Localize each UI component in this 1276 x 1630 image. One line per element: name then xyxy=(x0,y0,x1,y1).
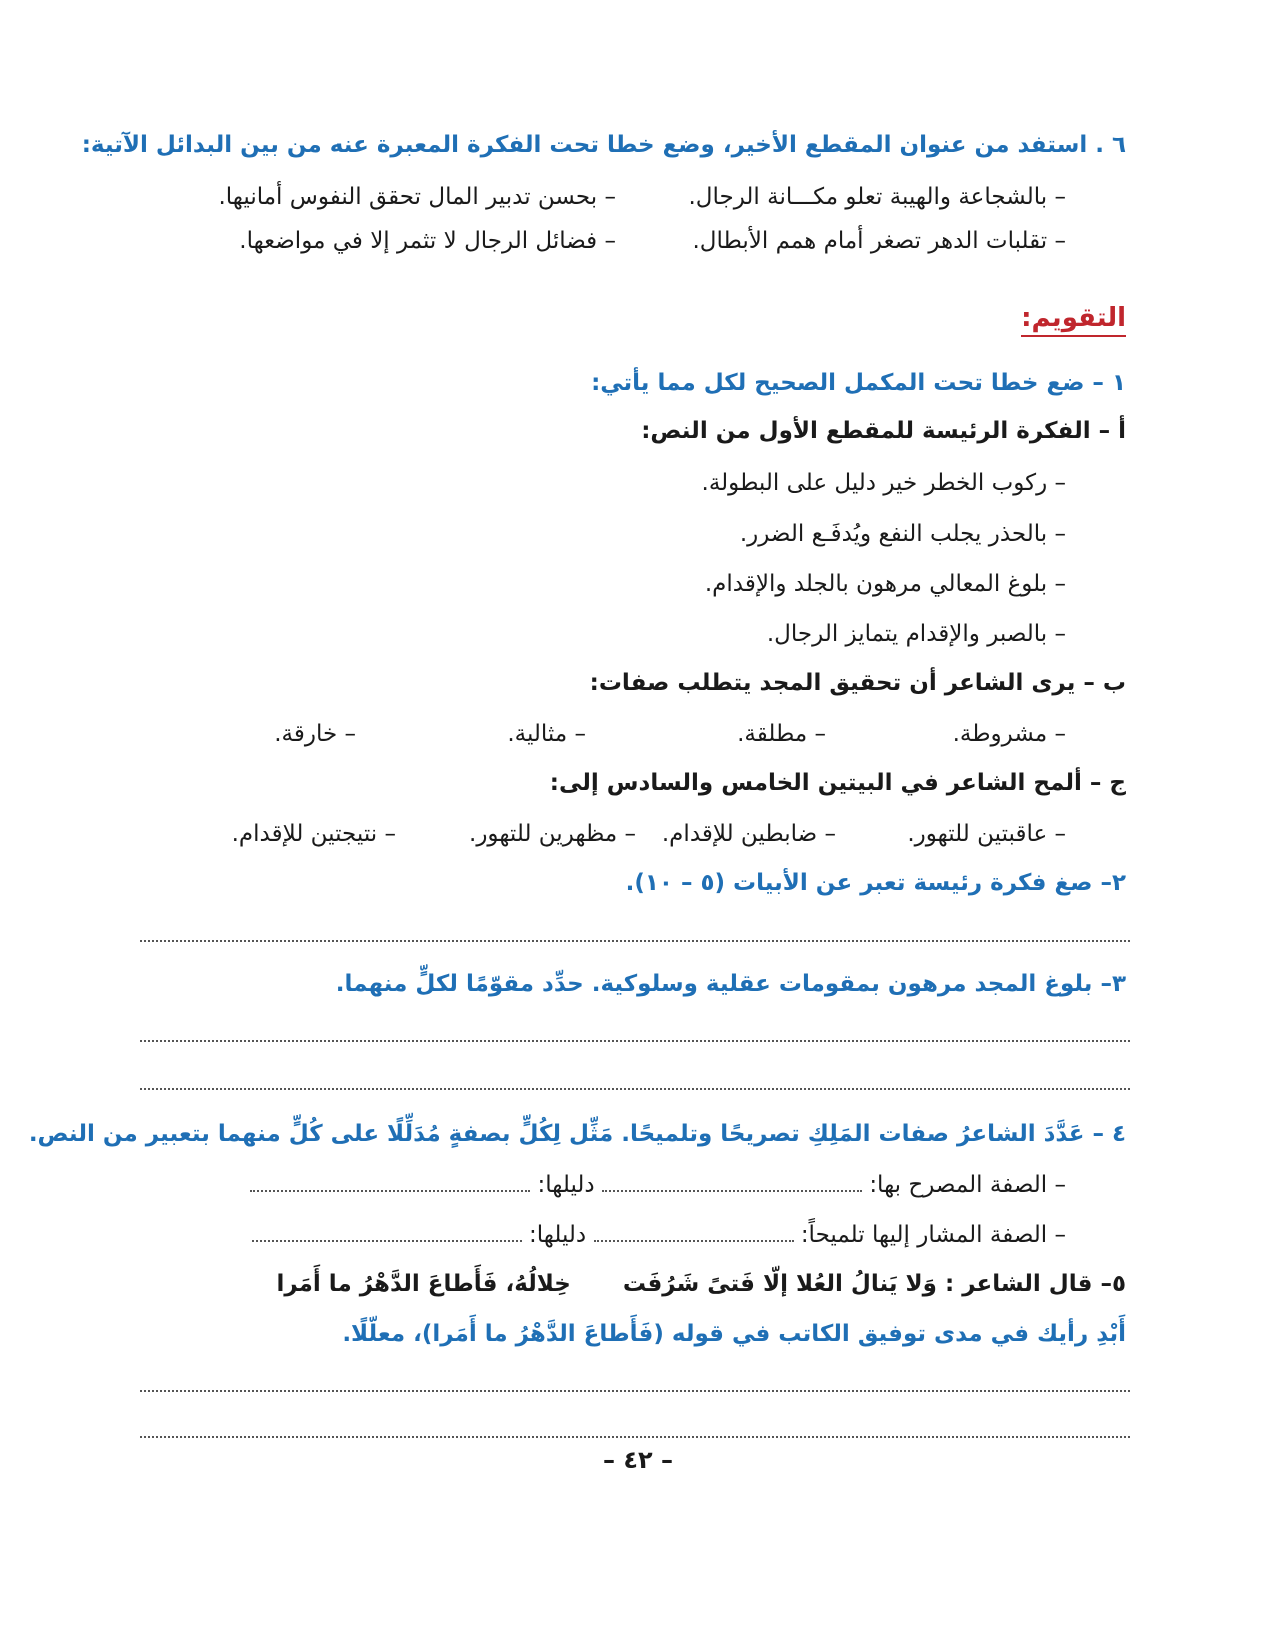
q1c-option-2: – ضابطين للإقدام. xyxy=(661,821,836,847)
q6-option-3: – تقلبات الدهر تصغر أمام همم الأبطال. xyxy=(692,228,1066,254)
q1c-option-3: – مظهرين للتهور. xyxy=(469,821,636,847)
q3-prompt: ٣– بلوغ المجد مرهون بمقومات عقلية وسلوكية. حدِّد مقوّمًا لكلٍّ منهما. xyxy=(335,971,1126,997)
q1a-option-2: – بالحذر يجلب النفع ويُدفَـع الضرر. xyxy=(739,521,1066,547)
q6-prompt: ٦ . استفد من عنوان المقطع الأخير، وضع خطا تحت الفكرة المعبرة عنه من بين البدائل الآتية: xyxy=(81,132,1126,158)
q1a-option-3: – بلوغ المعالي مرهون بالجلد والإقدام. xyxy=(704,571,1066,597)
q5-prompt: أَبْدِ رأيك في مدى توفيق الكاتب في قوله (فَأَطاعَ الدَّهْرُ ما أَمَرا)، معلّلًا. xyxy=(342,1321,1126,1347)
evaluation-heading xyxy=(1021,302,1126,335)
q5-verse-first: وَلا يَنالُ العُلا إلّا فَتىً شَرُفَت xyxy=(622,1271,937,1297)
q1c-option-4: – نتيجتين للإقدام. xyxy=(231,821,396,847)
q5-intro: ٥– قال الشاعر : xyxy=(945,1271,1126,1297)
q1b-option-2: – مطلقة. xyxy=(737,721,826,747)
q4-prompt: ٤ – عَدَّدَ الشاعرُ صفات المَلِكِ تصريحًا وتلميحًا. مَثِّل لِكُلٍّ بصفةٍ مُدَلِّلًا على كُلٍّ منهما بتعبير من النص. xyxy=(28,1121,1126,1147)
q4-explicit-evidence-label: دليلها: xyxy=(537,1172,595,1198)
page-number: – ٤٢ – xyxy=(602,1446,673,1474)
q1c-label: ج – ألمح الشاعر في البيتين الخامس والسادس إلى: xyxy=(549,770,1126,796)
q3-answer-line-1[interactable] xyxy=(140,1040,1130,1042)
q1b-option-3: – مثالية. xyxy=(507,721,586,747)
q6-option-2: – بحسن تدبير المال تحقق النفوس أمانيها. xyxy=(218,184,616,210)
q2-prompt: ٢– صغ فكرة رئيسة تعبر عن الأبيات (٥ – ١٠). xyxy=(625,870,1126,896)
q5-answer-line-2[interactable] xyxy=(140,1436,1130,1438)
q1a-option-1: – ركوب الخطر خير دليل على البطولة. xyxy=(701,470,1066,496)
q4-implicit-blank[interactable] xyxy=(594,1218,794,1242)
q1-prompt: ١ – ضع خطا تحت المكمل الصحيح لكل مما يأتي: xyxy=(591,370,1126,396)
q5-answer-line-1[interactable] xyxy=(140,1390,1130,1392)
q1b-option-1: – مشروطة. xyxy=(952,721,1066,747)
q4-explicit-blank[interactable] xyxy=(602,1168,862,1192)
q4-explicit-label: – الصفة المصرح بها: xyxy=(869,1172,1066,1198)
q6-option-1: – بالشجاعة والهيبة تعلو مكـــانة الرجال. xyxy=(688,184,1066,210)
q6-option-4: – فضائل الرجال لا تثمر إلا في مواضعها. xyxy=(239,228,616,254)
q1a-option-4: – بالصبر والإقدام يتمايز الرجال. xyxy=(766,621,1066,647)
q1b-option-4: – خارقة. xyxy=(274,721,356,747)
q2-answer-line[interactable] xyxy=(140,940,1130,942)
q4-implicit-label: – الصفة المشار إليها تلميحاً: xyxy=(800,1222,1066,1248)
q5-verse-row xyxy=(276,1268,1126,1300)
q1a-label: أ – الفكرة الرئيسة للمقطع الأول من النص: xyxy=(641,418,1126,444)
q1c-option-1: – عاقبتين للتهور. xyxy=(907,821,1066,847)
q5-verse-second: خِلالُهُ، فَأَطاعَ الدَّهْرُ ما أَمَرا xyxy=(276,1271,571,1297)
evaluation-heading-text: التقويم: xyxy=(1021,303,1126,337)
q4-explicit-evidence-blank[interactable] xyxy=(250,1168,530,1192)
q4-implicit-row xyxy=(252,1218,1066,1251)
q4-explicit-row xyxy=(250,1168,1066,1201)
q3-answer-line-2[interactable] xyxy=(140,1088,1130,1090)
q1b-label: ب – يرى الشاعر أن تحقيق المجد يتطلب صفات: xyxy=(589,670,1126,696)
q4-implicit-evidence-label: دليلها: xyxy=(529,1222,587,1248)
q4-implicit-evidence-blank[interactable] xyxy=(252,1218,522,1242)
